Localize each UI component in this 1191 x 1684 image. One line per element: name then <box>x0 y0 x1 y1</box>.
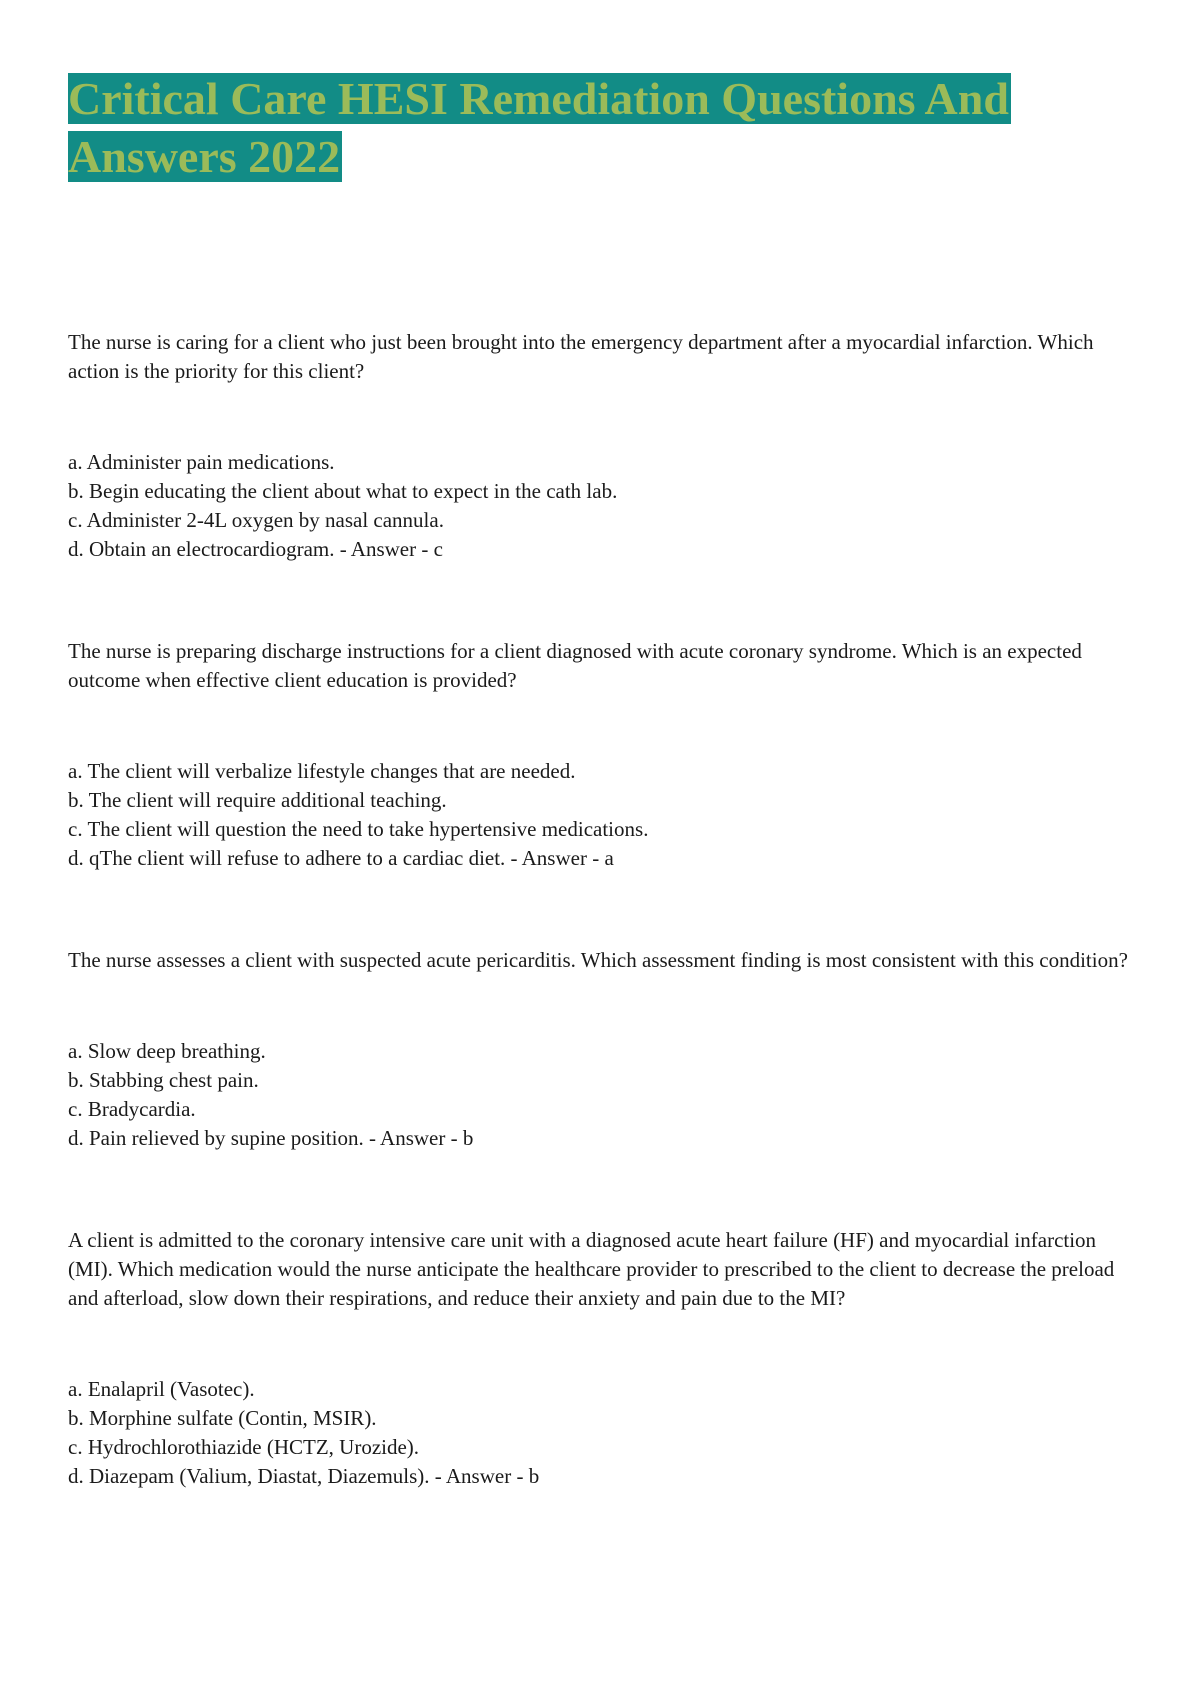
option-c: c. The client will question the need to take hypertensive medications. <box>68 817 649 841</box>
option-a: a. The client will verbalize lifestyle changes that are needed. <box>68 759 576 783</box>
option-d: d. qThe client will refuse to adhere to a cardiac diet. - Answer - a <box>68 846 614 870</box>
question-1 <box>68 328 1128 564</box>
title-line-1: Critical Care HESI Remediation Questions And <box>68 73 1009 124</box>
question-stem: The nurse is preparing discharge instructions for a client diagnosed with acute coronary syndrome. Which is an expected outcome when effective client education is provided? <box>68 639 1082 692</box>
question-stem: The nurse assesses a client with suspected acute pericarditis. Which assessment finding is most consistent with this condition? <box>68 948 1128 972</box>
document-title <box>68 70 1128 186</box>
option-b: b. The client will require additional teaching. <box>68 788 447 812</box>
option-c: c. Hydrochlorothiazide (HCTZ, Urozide). <box>68 1435 420 1459</box>
question-3 <box>68 946 1128 1153</box>
spacer <box>68 1153 1128 1226</box>
question-stem: The nurse is caring for a client who just been brought into the emergency department after a myocardial infarction. Which action is the priority for this client? <box>68 330 1094 383</box>
title-line-2: Answers 2022 <box>68 131 341 182</box>
option-c: c. Bradycardia. <box>68 1097 196 1121</box>
spacer <box>68 564 1128 637</box>
answer-options <box>68 757 1128 873</box>
answer-options <box>68 1037 1128 1153</box>
spacer <box>68 873 1128 946</box>
option-a: a. Enalapril (Vasotec). <box>68 1377 255 1401</box>
answer-options <box>68 448 1128 564</box>
document-page <box>68 70 1128 1491</box>
question-2 <box>68 637 1128 873</box>
option-a: a. Slow deep breathing. <box>68 1039 266 1063</box>
option-b: b. Stabbing chest pain. <box>68 1068 259 1092</box>
option-d: d. Pain relieved by supine position. - Answer - b <box>68 1126 474 1150</box>
option-d: d. Obtain an electrocardiogram. - Answer - c <box>68 537 443 561</box>
option-c: c. Administer 2-4L oxygen by nasal cannula. <box>68 508 444 532</box>
question-4 <box>68 1226 1128 1491</box>
question-stem: A client is admitted to the coronary intensive care unit with a diagnosed acute heart failure (HF) and myocardial infarction (MI). Which medication would the nurse anticipate the healthcare provider to prescribed to the client to decrease the preload and afterload, slow down their respirations, and reduce their anxiety and pain due to the MI? <box>68 1228 1115 1310</box>
answer-options <box>68 1375 1128 1491</box>
option-a: a. Administer pain medications. <box>68 450 335 474</box>
option-b: b. Begin educating the client about what to expect in the cath lab. <box>68 479 618 503</box>
questions-list <box>68 328 1128 1491</box>
option-d: d. Diazepam (Valium, Diastat, Diazemuls). - Answer - b <box>68 1464 540 1488</box>
option-b: b. Morphine sulfate (Contin, MSIR). <box>68 1406 377 1430</box>
